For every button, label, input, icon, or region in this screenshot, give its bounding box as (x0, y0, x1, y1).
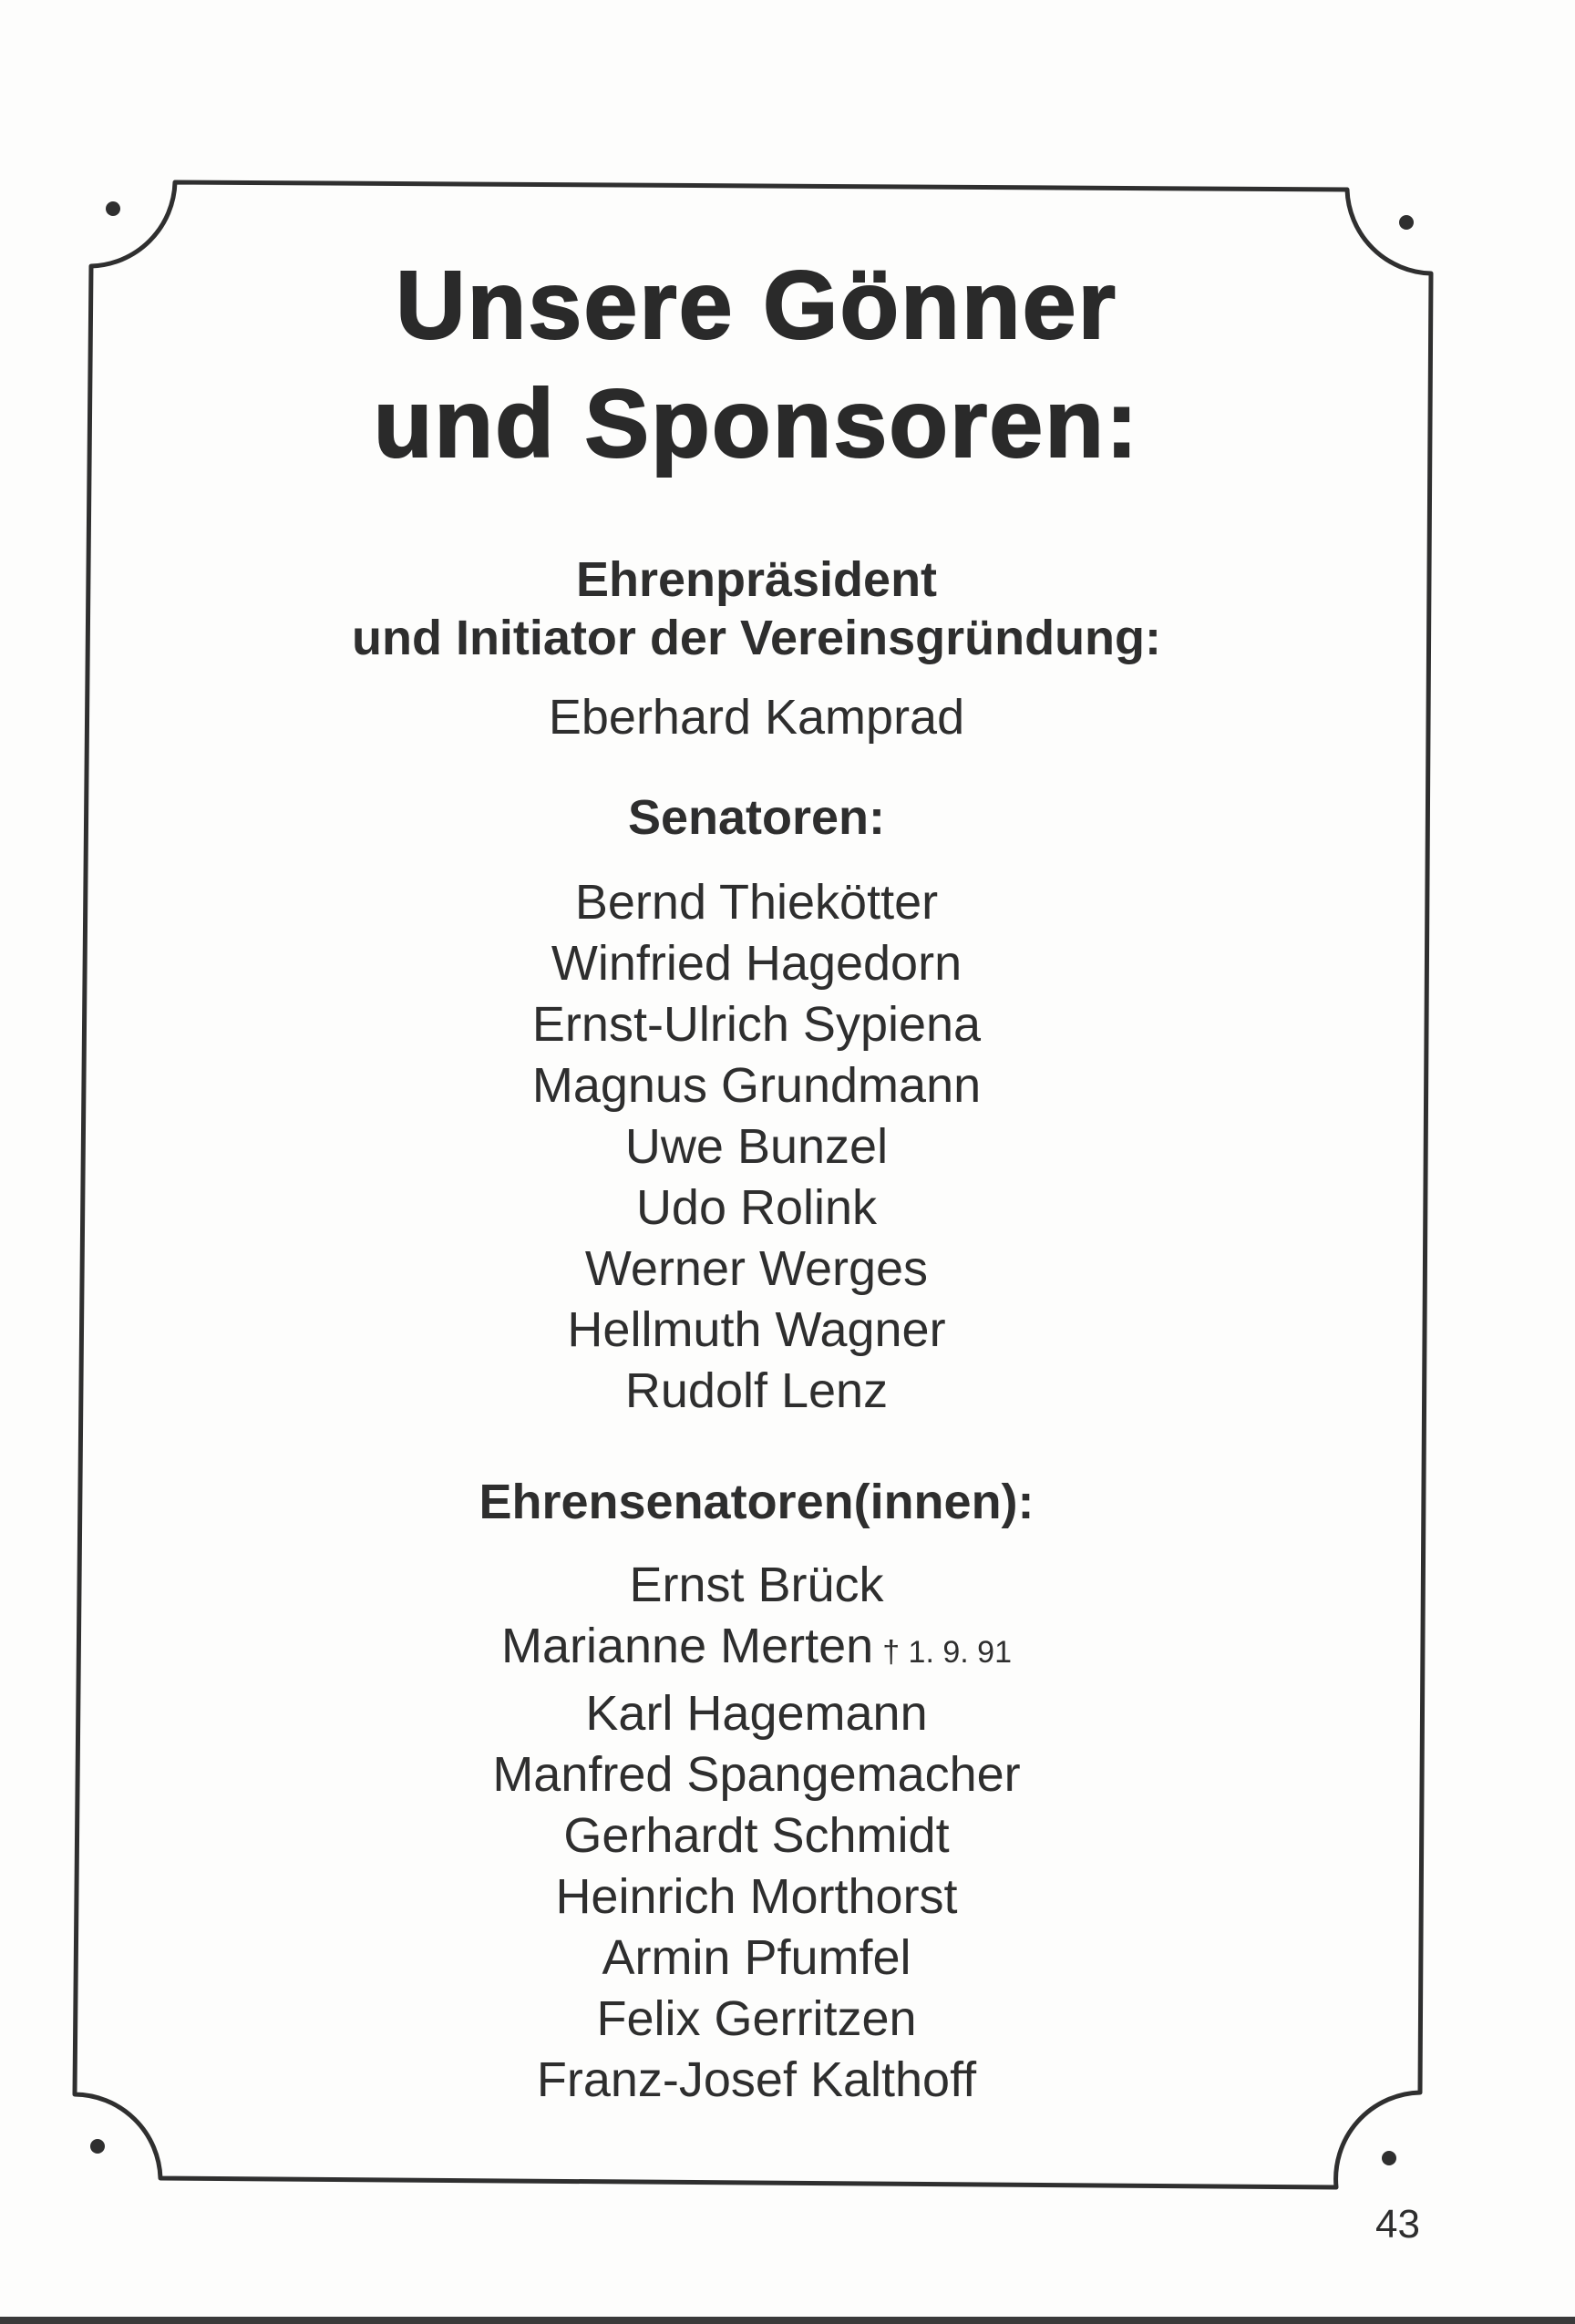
page-title-line-2: und Sponsoren: (373, 370, 1140, 478)
honorary-senators-heading: Ehrensenatoren(innen): (479, 1475, 1035, 1529)
list-item: Karl Hagemann (585, 1686, 928, 1741)
list-item: Ernst Brück (629, 1558, 884, 1612)
senators-list (91, 872, 1422, 1422)
list-item: Manfred Spangemacher (492, 1747, 1021, 1802)
senators-heading: Senatoren: (627, 790, 886, 845)
page-title-line-1: Unsere Gönner (396, 252, 1117, 359)
corner-dot-bottom-left (90, 2139, 105, 2154)
honorary-president-heading-line-2: und Initiator der Vereinsgründung: (351, 611, 1162, 665)
list-item: Gerhardt Schmidt (563, 1808, 950, 1863)
list-item: Werner Werges (584, 1241, 929, 1296)
corner-dot-bottom-right (1382, 2151, 1396, 2165)
list-item: Uwe Bunzel (624, 1119, 889, 1174)
honorary-senators-list (91, 1555, 1422, 2111)
page-number: 43 (1375, 2202, 1420, 2247)
list-item (91, 1616, 1422, 1683)
scan-bottom-edge (0, 2317, 1575, 2324)
honorary-president-heading-line-1: Ehrenpräsident (575, 552, 938, 607)
list-item: Magnus Grundmann (531, 1058, 982, 1113)
list-item: Rudolf Lenz (624, 1363, 889, 1418)
list-item: Heinrich Morthorst (555, 1869, 958, 1924)
list-item: Hellmuth Wagner (567, 1302, 946, 1357)
list-item: Winfried Hagedorn (551, 936, 962, 991)
corner-dot-top-left (106, 201, 120, 216)
corner-dot-top-right (1399, 215, 1414, 230)
list-item: Armin Pfumfel (602, 1930, 911, 1985)
list-item: Franz-Josef Kalthoff (536, 2052, 977, 2107)
honorary-president-heading (91, 550, 1422, 667)
list-item: Bernd Thiekötter (574, 875, 939, 930)
page-content (91, 246, 1422, 2111)
list-item-name: Marianne Merten (501, 1619, 874, 1673)
deceased-note: † 1. 9. 91 (882, 1635, 1012, 1670)
list-item: Ernst-Ulrich Sypiena (531, 997, 982, 1052)
list-item: Felix Gerritzen (596, 1991, 917, 2046)
honorary-president-name: Eberhard Kamprad (548, 690, 965, 745)
list-item: Udo Rolink (635, 1180, 878, 1235)
page-title (91, 246, 1422, 483)
